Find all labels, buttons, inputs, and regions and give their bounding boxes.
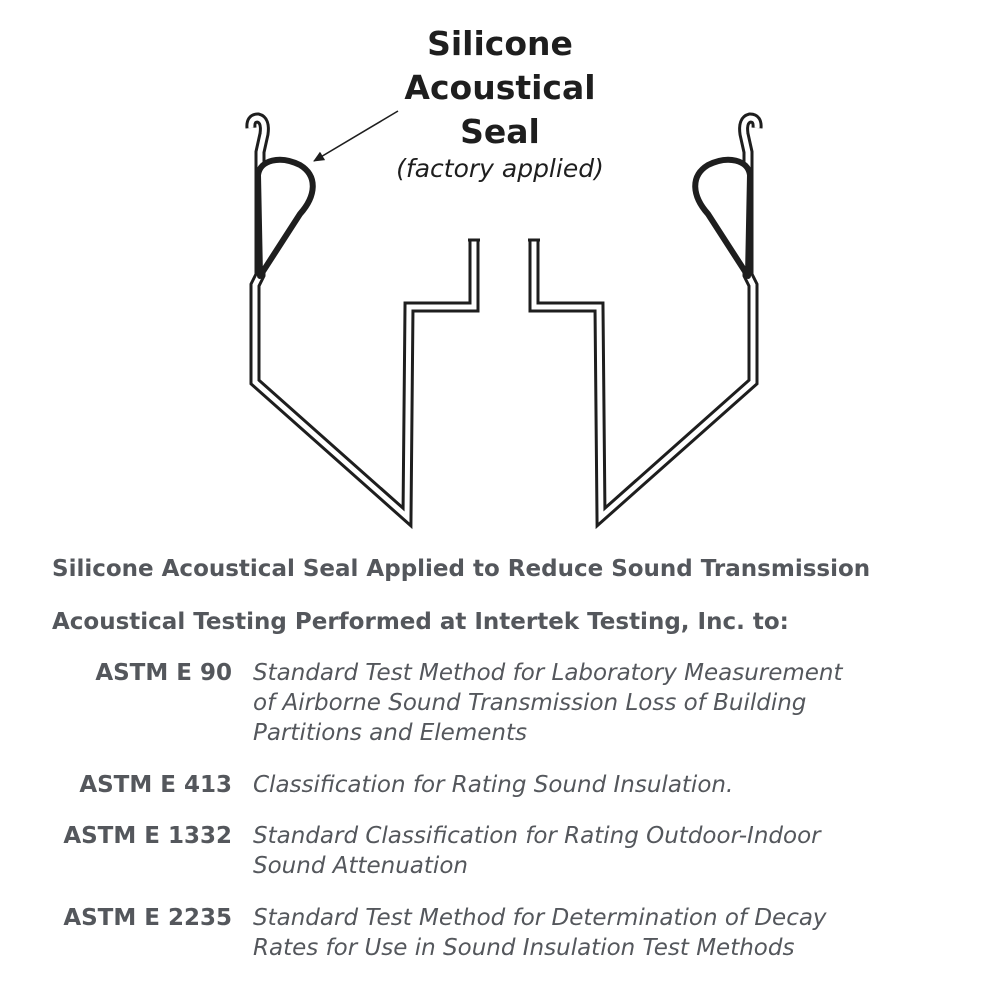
description-line: Rates for Use in Sound Insulation Test Methods bbox=[253, 935, 795, 961]
summary-heading: Silicone Acoustical Seal Applied to Reduce Sound Transmission bbox=[52, 556, 871, 582]
description-line: Standard Test Method for Determination of Decay bbox=[253, 905, 827, 931]
standard-code: ASTM E 413 bbox=[79, 772, 232, 798]
callout-line-3: Seal bbox=[460, 112, 540, 151]
callout-note: (factory applied) bbox=[396, 154, 604, 183]
description-line: Standard Classification for Rating Outdoor-Indoor bbox=[253, 823, 821, 849]
standard-code: ASTM E 1332 bbox=[63, 823, 232, 849]
callout-line-2: Acoustical bbox=[404, 68, 596, 107]
description-line: Sound Attenuation bbox=[253, 853, 468, 879]
standard-code: ASTM E 90 bbox=[95, 660, 232, 686]
description-line: Classification for Rating Sound Insulation. bbox=[253, 772, 734, 798]
seal-callout bbox=[350, 22, 650, 187]
right-acoustical-seal bbox=[695, 160, 750, 276]
callout-line-1: Silicone bbox=[427, 24, 573, 63]
standard-description bbox=[253, 903, 973, 963]
standard-code: ASTM E 2235 bbox=[63, 905, 232, 931]
description-line: of Airborne Sound Transmission Loss of Building bbox=[253, 690, 807, 716]
standard-description bbox=[253, 658, 973, 748]
standard-description bbox=[253, 821, 973, 881]
left-acoustical-seal bbox=[258, 160, 313, 276]
testing-heading: Acoustical Testing Performed at Intertek Testing, Inc. to: bbox=[52, 609, 789, 635]
description-line: Partitions and Elements bbox=[253, 720, 527, 746]
description-line: Standard Test Method for Laboratory Measurement bbox=[253, 660, 843, 686]
standard-description bbox=[253, 770, 973, 800]
